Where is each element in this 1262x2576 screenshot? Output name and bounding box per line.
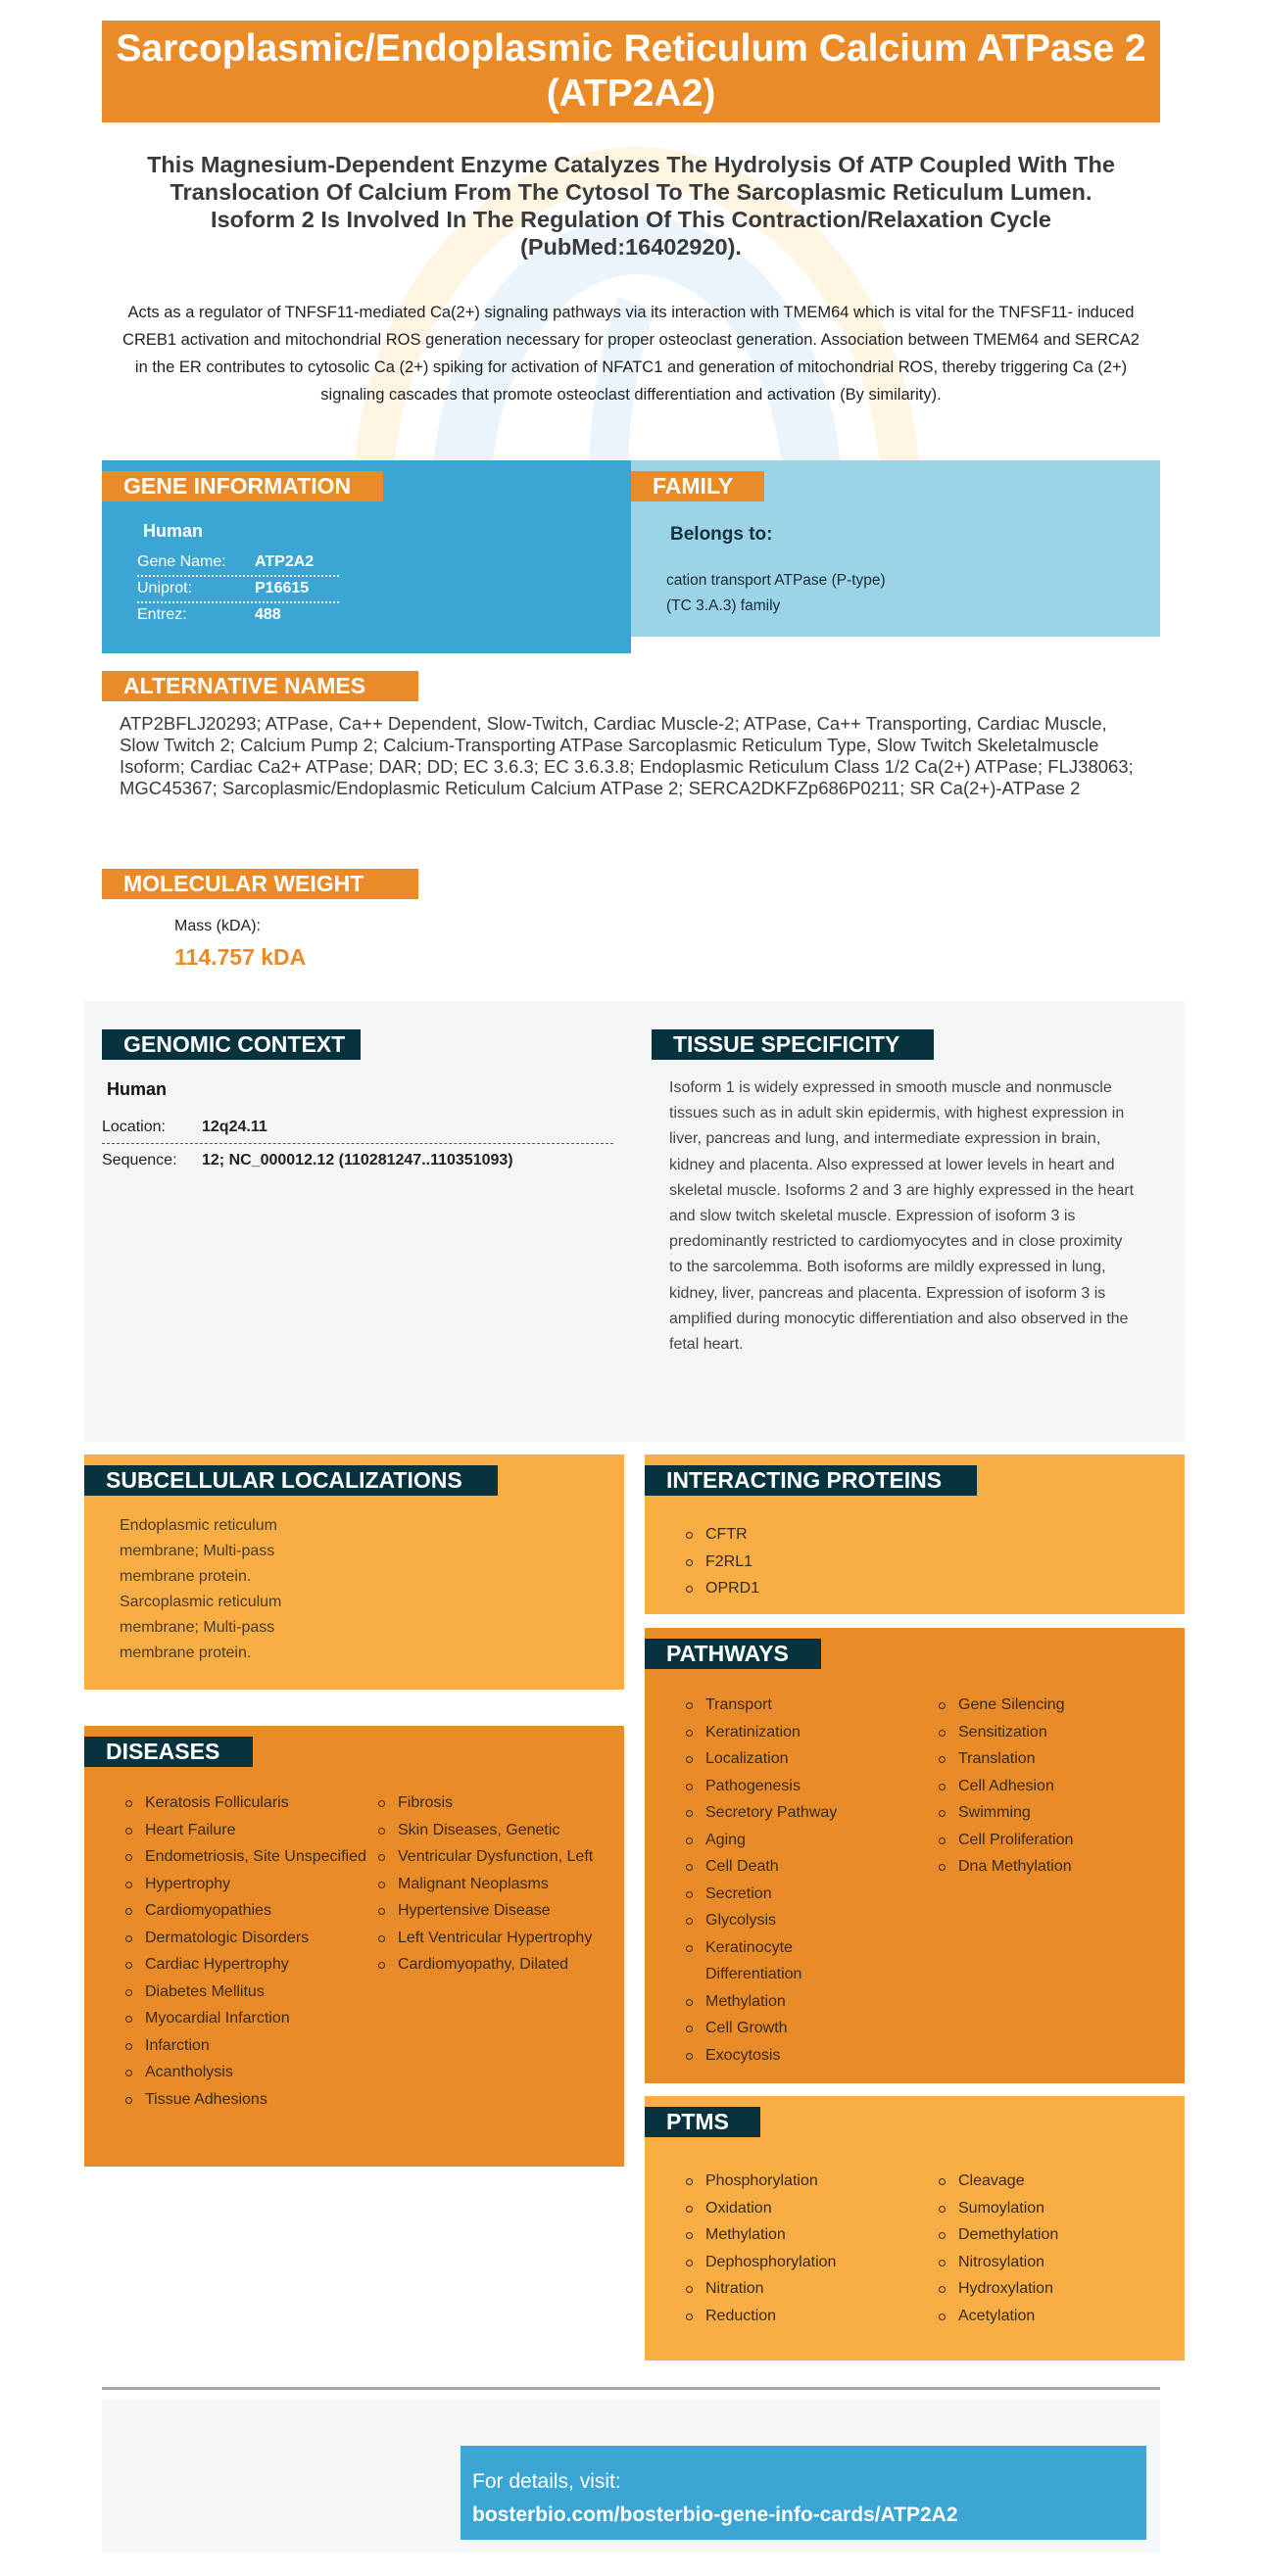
family-header: FAMILY: [631, 471, 764, 501]
diseases-panel: [84, 1726, 624, 2167]
genomic-context-header: GENOMIC CONTEXT: [102, 1029, 361, 1060]
interacting-proteins-header: INTERACTING PROTEINS: [645, 1465, 977, 1496]
uniprot-label: Uniprot:: [137, 580, 193, 596]
ptm-item: Cleavage: [937, 2168, 1172, 2195]
pathway-item: Aging: [684, 1827, 919, 1854]
pathway-item: Pathogenesis: [684, 1773, 919, 1800]
gene-name-label: Gene Name:: [137, 553, 226, 570]
sequence-row: [102, 1144, 613, 1177]
pathway-item: Glycolysis: [684, 1907, 919, 1934]
pathways-list-col1: [684, 1692, 919, 2069]
interacting-protein-item: F2RL1: [684, 1549, 880, 1576]
gene-info-species: Human: [143, 521, 204, 541]
disease-item: Diabetes Mellitus: [123, 1979, 368, 2006]
pathway-item: Exocytosis: [684, 2042, 919, 2070]
entrez-label: Entrez:: [137, 606, 187, 623]
ptm-item: Hydroxylation: [937, 2275, 1172, 2303]
disease-item: Cardiomyopathies: [123, 1897, 368, 1925]
ptm-item: Acetylation: [937, 2303, 1172, 2330]
ptm-item: Sumoylation: [937, 2195, 1172, 2222]
pathway-item: Cell Growth: [684, 2015, 919, 2042]
disease-item: Myocardial Infarction: [123, 2005, 368, 2032]
pathway-item: Cell Proliferation: [937, 1827, 1172, 1854]
sequence-value: 12; NC_000012.12 (110281247..110351093): [202, 1152, 513, 1169]
ptm-item: Phosphorylation: [684, 2168, 919, 2195]
location-label: Location:: [102, 1119, 166, 1135]
disease-item: Hypertensive Disease: [376, 1897, 611, 1925]
pathway-item: Keratinocyte Differentiation: [684, 1934, 831, 1988]
ptms-header: PTMS: [645, 2107, 760, 2137]
function-description: Acts as a regulator of TNFSF11-mediated Ca(2+) signaling pathways via its interaction with TMEM64 which is vital for the TNFSF11- induced CREB1 activation and mitochondrial ROS generation necessary for proper osteoclast generation. Association between TMEM64 and SERCA2 in the ER contributes to cytosolic Ca (2+) spiking for activation of NFATC1 and generation of mitochondrial ROS, thereby triggering Ca (2+) signaling cascades that promote osteoclast differentiation and activation (By similarity).: [122, 304, 1140, 404]
family-value: cation transport ATPase (P-type) (TC 3.A.3) family: [666, 572, 886, 614]
tissue-specificity-header: TISSUE SPECIFICITY: [652, 1029, 934, 1060]
diseases-list-col2: [376, 1789, 611, 1979]
ptms-panel: [645, 2096, 1185, 2361]
pathway-item: Sensitization: [937, 1719, 1172, 1746]
pathways-panel: [645, 1628, 1185, 2083]
mass-value: 114.757 kDA: [174, 944, 307, 970]
family-panel: [631, 460, 1160, 637]
disease-item: Ventricular Dysfunction, Left: [376, 1843, 611, 1871]
location-row: [102, 1111, 613, 1144]
disease-item: Keratosis Follicularis: [123, 1789, 368, 1817]
disease-item: Dermatologic Disorders: [123, 1925, 368, 1952]
pathways-header: PATHWAYS: [645, 1639, 821, 1669]
ptms-list-col1: [684, 2168, 919, 2329]
disease-item: Fibrosis: [376, 1789, 611, 1817]
pathway-item: Secretory Pathway: [684, 1799, 919, 1827]
entrez-row: [137, 603, 339, 630]
disease-item: Malignant Neoplasms: [376, 1871, 611, 1898]
entrez-value: 488: [255, 606, 281, 623]
tissue-specificity-text: Isoform 1 is widely expressed in smooth muscle and nonmuscle tissues such as in adult skin epidermis, with highest expression in liver, pancreas and lung, and intermediate expression in brain, kidney and placenta. Also expressed at lower levels in heart and skeletal muscle. Isoforms 2 and 3 are highly expressed in the heart and slow twitch skeletal muscle. Expression of isoform 3 is predominantly restricted to cardiomyocytes and in close proximity to the sarcolemma. Both isoforms are mildly expressed in lung, kidney, liver, pancreas and placenta. Expression of isoform 3 is amplified during monocytic differentiation and also observed in the fetal heart.: [669, 1079, 1135, 1354]
footer: [102, 2400, 1160, 2552]
gene-information-header: GENE INFORMATION: [102, 471, 383, 501]
footer-divider: [102, 2387, 1160, 2390]
ptm-item: Reduction: [684, 2303, 919, 2330]
uniprot-row: [137, 577, 339, 603]
disease-item: Acantholysis: [123, 2059, 368, 2086]
ptms-list-col2: [937, 2168, 1172, 2329]
visit-url-link[interactable]: bosterbio.com/bosterbio-gene-info-cards/ATP2A2: [472, 2504, 958, 2526]
ptm-item: Nitration: [684, 2275, 919, 2303]
mass-label: Mass (kDA):: [174, 918, 261, 934]
location-value: 12q24.11: [202, 1119, 267, 1135]
pathway-item: Swimming: [937, 1799, 1172, 1827]
disease-item: Endometriosis, Site Unspecified: [123, 1843, 368, 1871]
sequence-label: Sequence:: [102, 1152, 177, 1169]
belongs-to-label: Belongs to:: [670, 524, 773, 545]
ptm-item: Nitrosylation: [937, 2249, 1172, 2276]
pathway-item: Methylation: [684, 1988, 919, 2016]
ptm-item: Demethylation: [937, 2221, 1172, 2249]
subcellular-localizations-panel: [84, 1455, 624, 1690]
visit-label: For details, visit:: [472, 2470, 621, 2493]
disease-item: Cardiomyopathy, Dilated: [376, 1951, 611, 1979]
alternative-names-header: ALTERNATIVE NAMES: [102, 671, 418, 701]
subcellular-localizations-header: SUBCELLULAR LOCALIZATIONS: [84, 1465, 498, 1496]
interacting-proteins-panel: [645, 1455, 1185, 1614]
disease-item: Left Ventricular Hypertrophy: [376, 1925, 611, 1952]
disease-item: Heart Failure: [123, 1817, 368, 1844]
pathway-item: Cell Adhesion: [937, 1773, 1172, 1800]
diseases-list-col1: [123, 1789, 368, 2113]
interacting-proteins-list: [684, 1521, 880, 1602]
pathways-list-col2: [937, 1692, 1172, 1881]
disease-item: Hypertrophy: [123, 1871, 368, 1898]
details-link-box[interactable]: [461, 2446, 1146, 2540]
subcellular-localizations-text: Endoplasmic reticulum membrane; Multi-pass membrane protein. Sarcoplasmic reticulum membrane; Multi-pass membrane protein.: [120, 1517, 282, 1661]
genomic-tissue-panel: [84, 1001, 1185, 1442]
gene-name-value: ATP2A2: [255, 553, 315, 570]
molecular-weight-header: MOLECULAR WEIGHT: [102, 869, 418, 899]
pathway-item: Gene Silencing: [937, 1692, 1172, 1719]
pathway-item: Cell Death: [684, 1853, 919, 1881]
interacting-protein-item: OPRD1: [684, 1575, 880, 1602]
page-title: Sarcoplasmic/Endoplasmic Reticulum Calcium ATPase 2 (ATP2A2): [102, 21, 1160, 122]
gene-info-table: [137, 550, 339, 630]
pathway-item: Secretion: [684, 1881, 919, 1908]
alternative-names-text: ATP2BFLJ20293; ATPase, Ca++ Dependent, Slow-Twitch, Cardiac Muscle-2; ATPase, Ca++ Transporting, Cardiac Muscle, Slow Twitch 2; Calcium Pump 2; Calcium-Transporting ATPase Sarcoplasmic Reticulum Type, Slow Twitch Skeletalmuscle Isoform; Cardiac Ca2+ ATPase; DAR; DD; EC 3.6.3; EC 3.6.3.8; Endoplasmic Reticulum Class 1/2 Ca(2+) ATPase; FLJ38063; MGC45367; Sarcoplasmic/Endoplasmic Reticulum Calcium ATPase 2; SERCA2DKFZp686P0211; SR Ca(2+)-ATPase 2: [120, 713, 1134, 798]
disease-item: Tissue Adhesions: [123, 2086, 368, 2114]
pathway-item: Translation: [937, 1745, 1172, 1773]
ptm-item: Dephosphorylation: [684, 2249, 919, 2276]
disease-item: Cardiac Hypertrophy: [123, 1951, 368, 1979]
pathway-item: Keratinization: [684, 1719, 919, 1746]
disease-item: Skin Diseases, Genetic: [376, 1817, 611, 1844]
ptm-item: Oxidation: [684, 2195, 919, 2222]
summary-heading: This Magnesium-Dependent Enzyme Catalyzes The Hydrolysis Of ATP Coupled With The Translocation Of Calcium From The Cytosol To The Sarcoplasmic Reticulum Lumen. Isoform 2 Is Involved In The Regulation Of This Contraction/Relaxation Cycle (PubMed:16402920).: [147, 152, 1115, 260]
diseases-header: DISEASES: [84, 1737, 253, 1767]
genomic-species: Human: [107, 1079, 168, 1099]
interacting-protein-item: CFTR: [684, 1521, 880, 1549]
ptm-item: Methylation: [684, 2221, 919, 2249]
pathway-item: Localization: [684, 1745, 919, 1773]
genomic-table: [102, 1111, 613, 1177]
pathway-item: Dna Methylation: [937, 1853, 1172, 1881]
gene-name-row: [137, 550, 339, 577]
pathway-item: Transport: [684, 1692, 919, 1719]
uniprot-value: P16615: [255, 580, 310, 596]
gene-information-panel: [102, 460, 631, 653]
disease-item: Infarction: [123, 2032, 368, 2060]
